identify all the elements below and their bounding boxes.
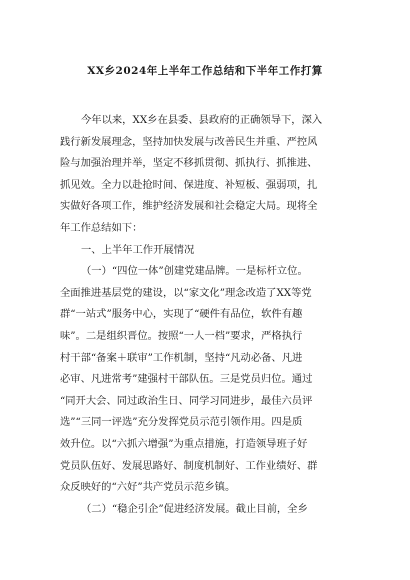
intro-paragraph-line: 年工作总结如下： (60, 221, 143, 234)
intro-paragraph-line: 险与加强治理并举，坚定不移抓贯彻、抓执行、抓推进、 (60, 157, 318, 170)
intro-paragraph-line: 实做好各项工作，维护经济发展和社会稳定大局。现将全 (60, 200, 318, 213)
subsection-paragraph-line: 众反映好的“六好”共产党员示范乡镇。 (60, 481, 236, 494)
subsection-paragraph-line: 群“一站式”服务中心，实现了“硬件有品位，软件有趣 (60, 308, 303, 321)
subsection-paragraph-line: 党员队伍好、发展思路好、制度机制好、工作业绩好、群 (60, 459, 318, 472)
section-heading: 一、上半年工作开展情况 (81, 243, 195, 256)
subsection-paragraph-line: 必审、凡进常考”建强村干部队伍。三是党员归位。通过 (60, 373, 313, 386)
subsection-paragraph-line: 味”。二是组织晋位。按照“一人一档”要求，严格执行 (60, 329, 303, 342)
subsection-paragraph-line: 村干部“备案＋联审”工作机制，坚持“凡动必备、凡进 (60, 351, 303, 364)
subsection-paragraph-line: （一）“四位一体”创建党建品牌。一是标杆立位。 (81, 265, 308, 278)
intro-paragraph-line: 抓见效。全力以赴抢时间、保进度、补短板、强弱项，扎 (60, 178, 318, 191)
document-title: XX乡2024年上半年工作总结和下半年工作打算 (87, 65, 323, 77)
document-body (60, 110, 362, 520)
subsection-paragraph-line: （二）“稳企引企”促进经济发展。截止目前，全乡 (81, 502, 308, 515)
intro-paragraph-line: 践行新发展理念，坚持加快发展与改善民生并重、严控风 (60, 135, 318, 148)
subsection-paragraph-line: 选”“三同一评选”充分发挥党员示范引领作用。四是质 (60, 416, 303, 429)
intro-paragraph-line: 今年以来，XX乡在县委、县政府的正确领导下，深入 (81, 114, 323, 126)
subsection-paragraph-line: 全面推进基层党的建设，以“家文化”理念改造了XX等党 (60, 286, 312, 299)
subsection-paragraph-line: “同开大会、同过政治生日、同学习同进步，最佳六员评 (60, 394, 313, 407)
subsection-paragraph-line: 效升位。以“六抓六增强”为重点措施，打造领导班子好 (60, 437, 308, 450)
